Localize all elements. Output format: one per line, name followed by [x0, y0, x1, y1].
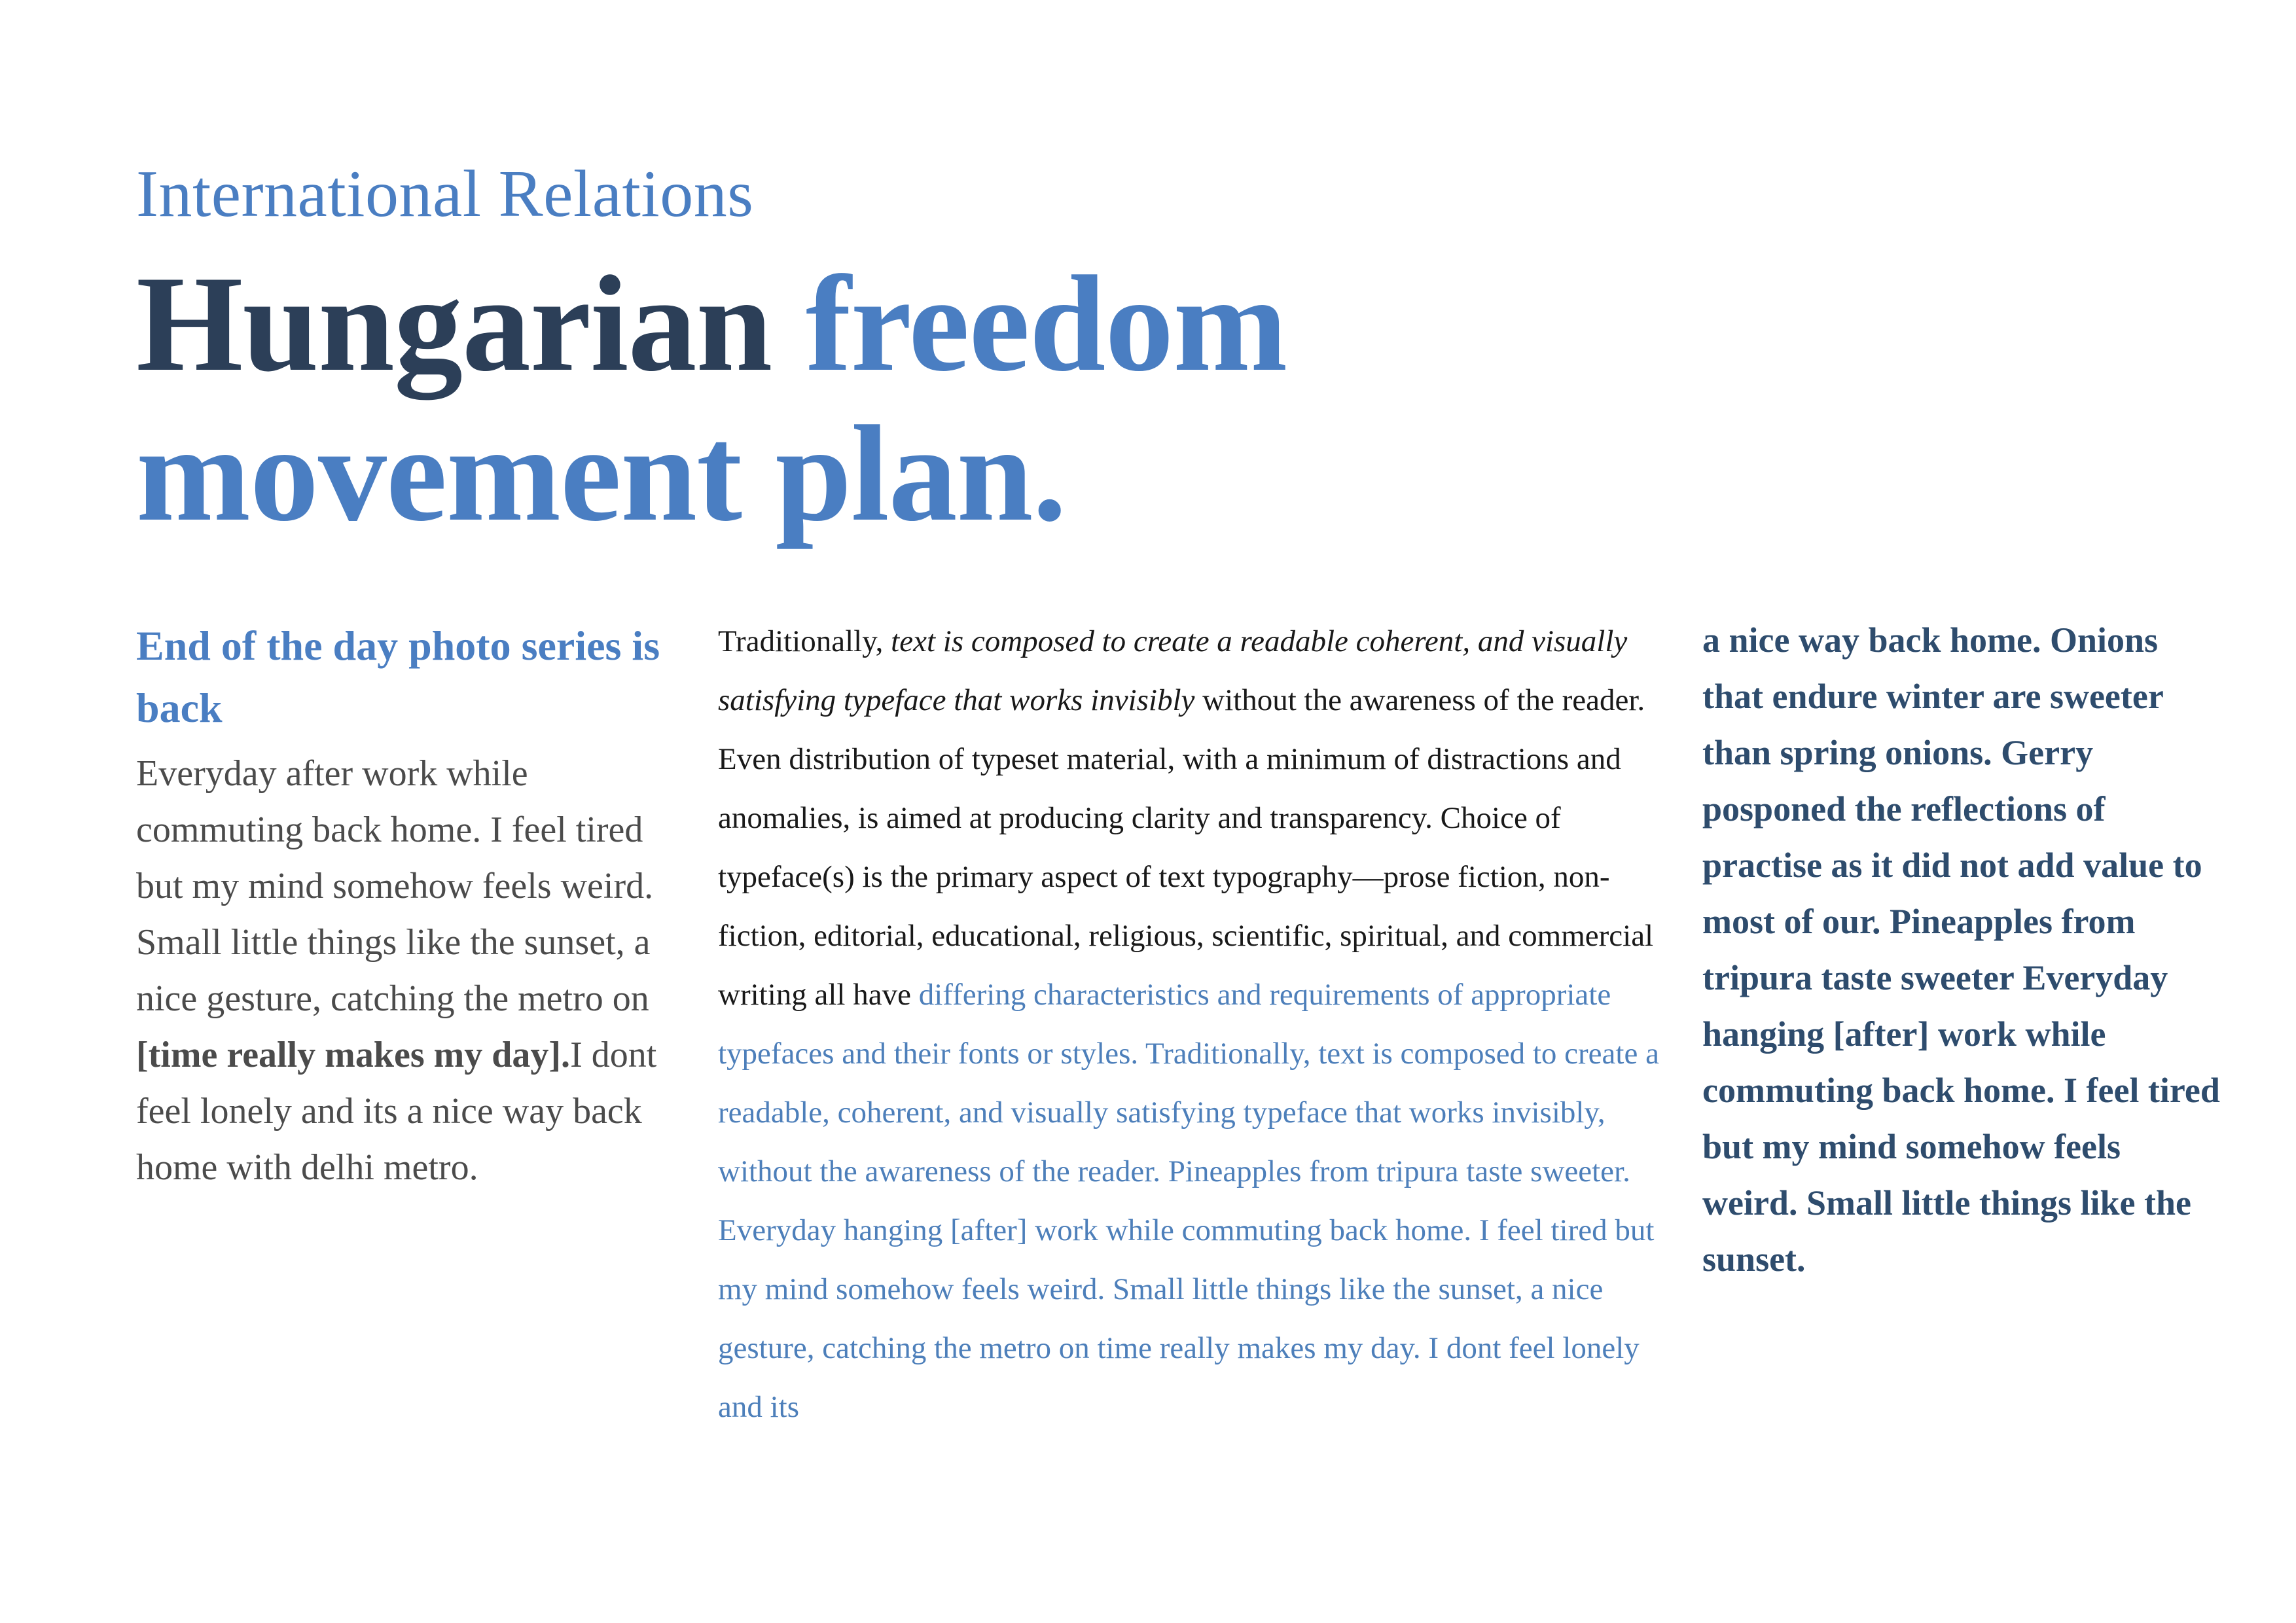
- text-run: without the awareness of the reader. Even distribution of typeset material, with a minimum of distractions and anomalies, is aimed at producing clarity and transparency. Choice of typeface(s) is the primary aspect of text typography—prose fiction, non-fiction, editorial, educational, religious, scientific, spiritual, and commercial writing all have: [718, 683, 1654, 1012]
- headline: [136, 249, 1674, 549]
- text-run: freedom movement plan.: [136, 248, 1287, 550]
- kicker: International Relations: [136, 157, 754, 231]
- text-run: differing characteristics and requirements of appropriate typefaces and their fonts or styles. Traditionally, text is composed to create a readable, coherent, and visually satisfying typeface that works invisibly, without the awareness of the reader. Pineapples from tripura taste sweeter. Everyday hanging [after] work while commuting back home. I feel tired but my mind somehow feels weird. Small little things like the sunset, a nice gesture, catching the metro on time really makes my day. I dont feel lonely and its: [718, 978, 1659, 1425]
- column-right-text: [1702, 612, 2223, 1287]
- text-run: Everyday after work while commuting back home. I feel tired but my mind somehow feels weird. Small little things like the sunset, a nice gesture, catching the metro on: [136, 753, 654, 1020]
- text-run: text is composed to create a readable coherent, and visually satisfying typeface that works invisibly: [718, 624, 1628, 718]
- column-subheading: End of the day photo series is back: [136, 622, 660, 732]
- text-run: Traditionally,: [718, 624, 891, 659]
- text-run: a nice way back home. Onions that endure winter are sweeter than spring onions. Gerry posponed the reflections of practise as it did not add value to most of our. Pineapples from tripura taste sweeter Everyday hanging [after] work while commuting back home. I feel tired but my mind somehow feels weird. Small little things like the sunset.: [1702, 620, 2220, 1279]
- text-run: I dont feel lonely and its a nice way back home with delhi metro.: [136, 1035, 657, 1188]
- text-run: [time really makes my day].: [136, 1035, 571, 1076]
- columns: [136, 612, 2223, 1436]
- column-middle-text: [718, 612, 1664, 1436]
- column-left-text: [136, 745, 679, 1196]
- column-right: [1702, 612, 2223, 1287]
- text-run: Hungarian: [136, 248, 806, 401]
- column-middle: [718, 612, 1664, 1436]
- column-left: [136, 612, 679, 1196]
